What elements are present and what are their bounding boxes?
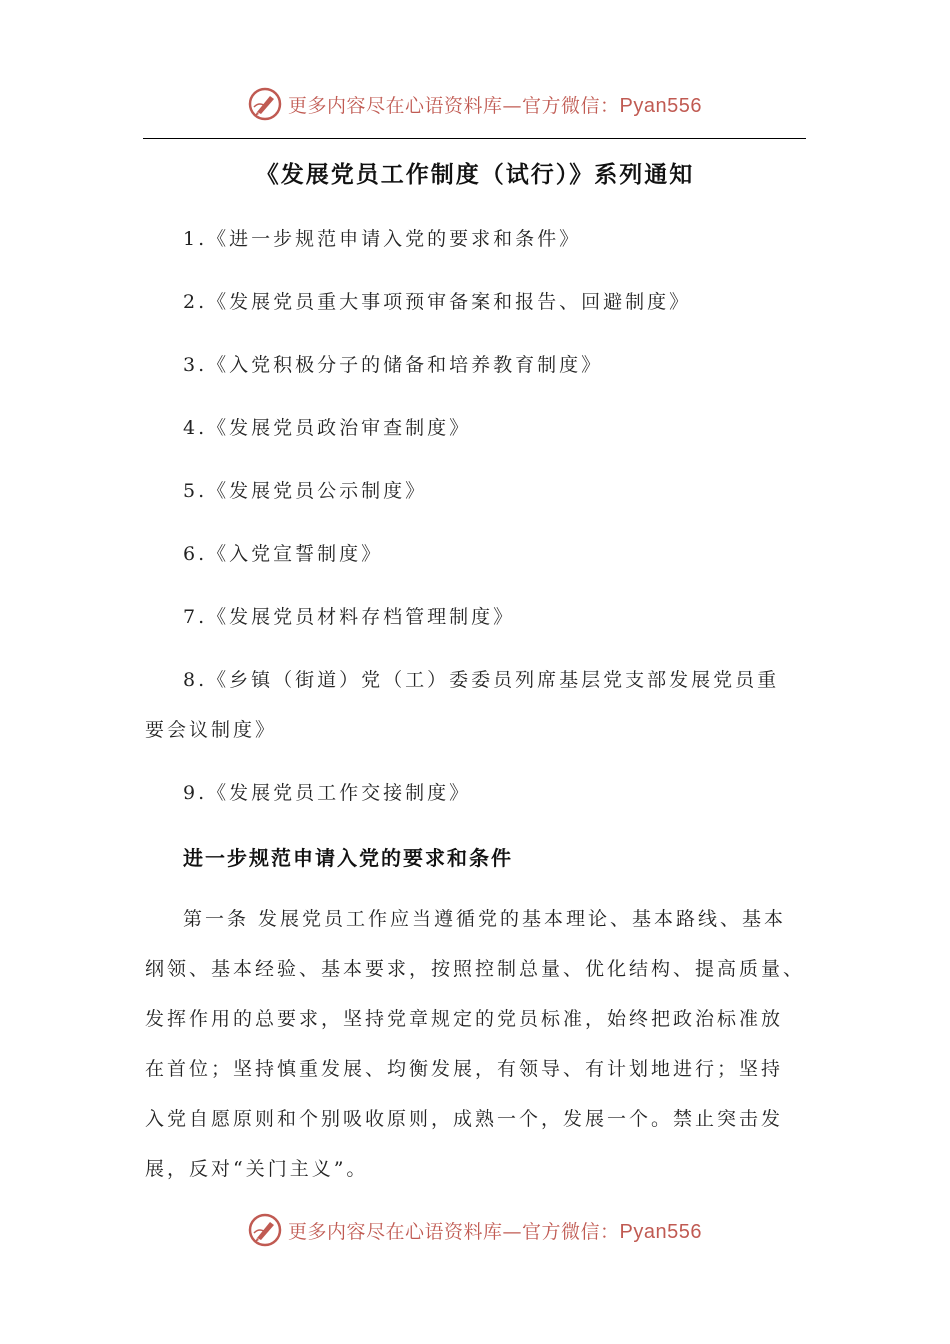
paragraph-line: 第一条 发展党员工作应当遵循党的基本理论、基本路线、基本: [183, 908, 787, 930]
watermark-account: Pyan556: [619, 94, 702, 117]
paragraph-line: 纲领、基本经验、基本要求，按照控制总量、优化结构、提高质量、: [145, 958, 806, 980]
list-item: 3.《入党积极分子的储备和培养教育制度》: [183, 354, 604, 376]
list-item: 8.《乡镇（街道）党（工）委委员列席基层党支部发展党员重: [183, 669, 780, 691]
list-item: 2.《发展党员重大事项预审备案和报告、回避制度》: [183, 291, 692, 313]
paragraph-line: 入党自愿原则和个别吸收原则，成熟一个，发展一个。禁止突击发: [145, 1108, 784, 1130]
header-watermark: [0, 84, 950, 124]
pen-logo-icon: [248, 87, 282, 121]
paragraph-line: 展，反对“关门主义”。: [145, 1158, 369, 1180]
paragraph-line: 在首位；坚持慎重发展、均衡发展，有领导、有计划地进行；坚持: [145, 1058, 784, 1080]
section-title: 进一步规范申请入党的要求和条件: [183, 846, 513, 870]
pen-logo-icon: [248, 1213, 282, 1247]
list-item: 1.《进一步规范申请入党的要求和条件》: [183, 228, 582, 250]
list-item: 7.《发展党员材料存档管理制度》: [183, 606, 516, 628]
list-item: 4.《发展党员政治审查制度》: [183, 417, 472, 439]
header-divider: [143, 138, 806, 139]
list-item: 9.《发展党员工作交接制度》: [183, 782, 472, 804]
watermark-text: 更多内容尽在心语资料库—官方微信：Pyan556: [288, 94, 702, 117]
list-item-continuation: 要会议制度》: [145, 719, 278, 741]
watermark-account: Pyan556: [619, 1220, 702, 1243]
document-title: 《发展党员工作制度（试行）》系列通知: [255, 161, 695, 188]
list-item: 5.《发展党员公示制度》: [183, 480, 428, 502]
watermark-text: 更多内容尽在心语资料库—官方微信：Pyan556: [288, 1220, 702, 1243]
list-item: 6.《入党宣誓制度》: [183, 543, 384, 565]
paragraph-line: 发挥作用的总要求，坚持党章规定的党员标准，始终把政治标准放: [145, 1008, 784, 1030]
footer-watermark: [0, 1210, 950, 1250]
